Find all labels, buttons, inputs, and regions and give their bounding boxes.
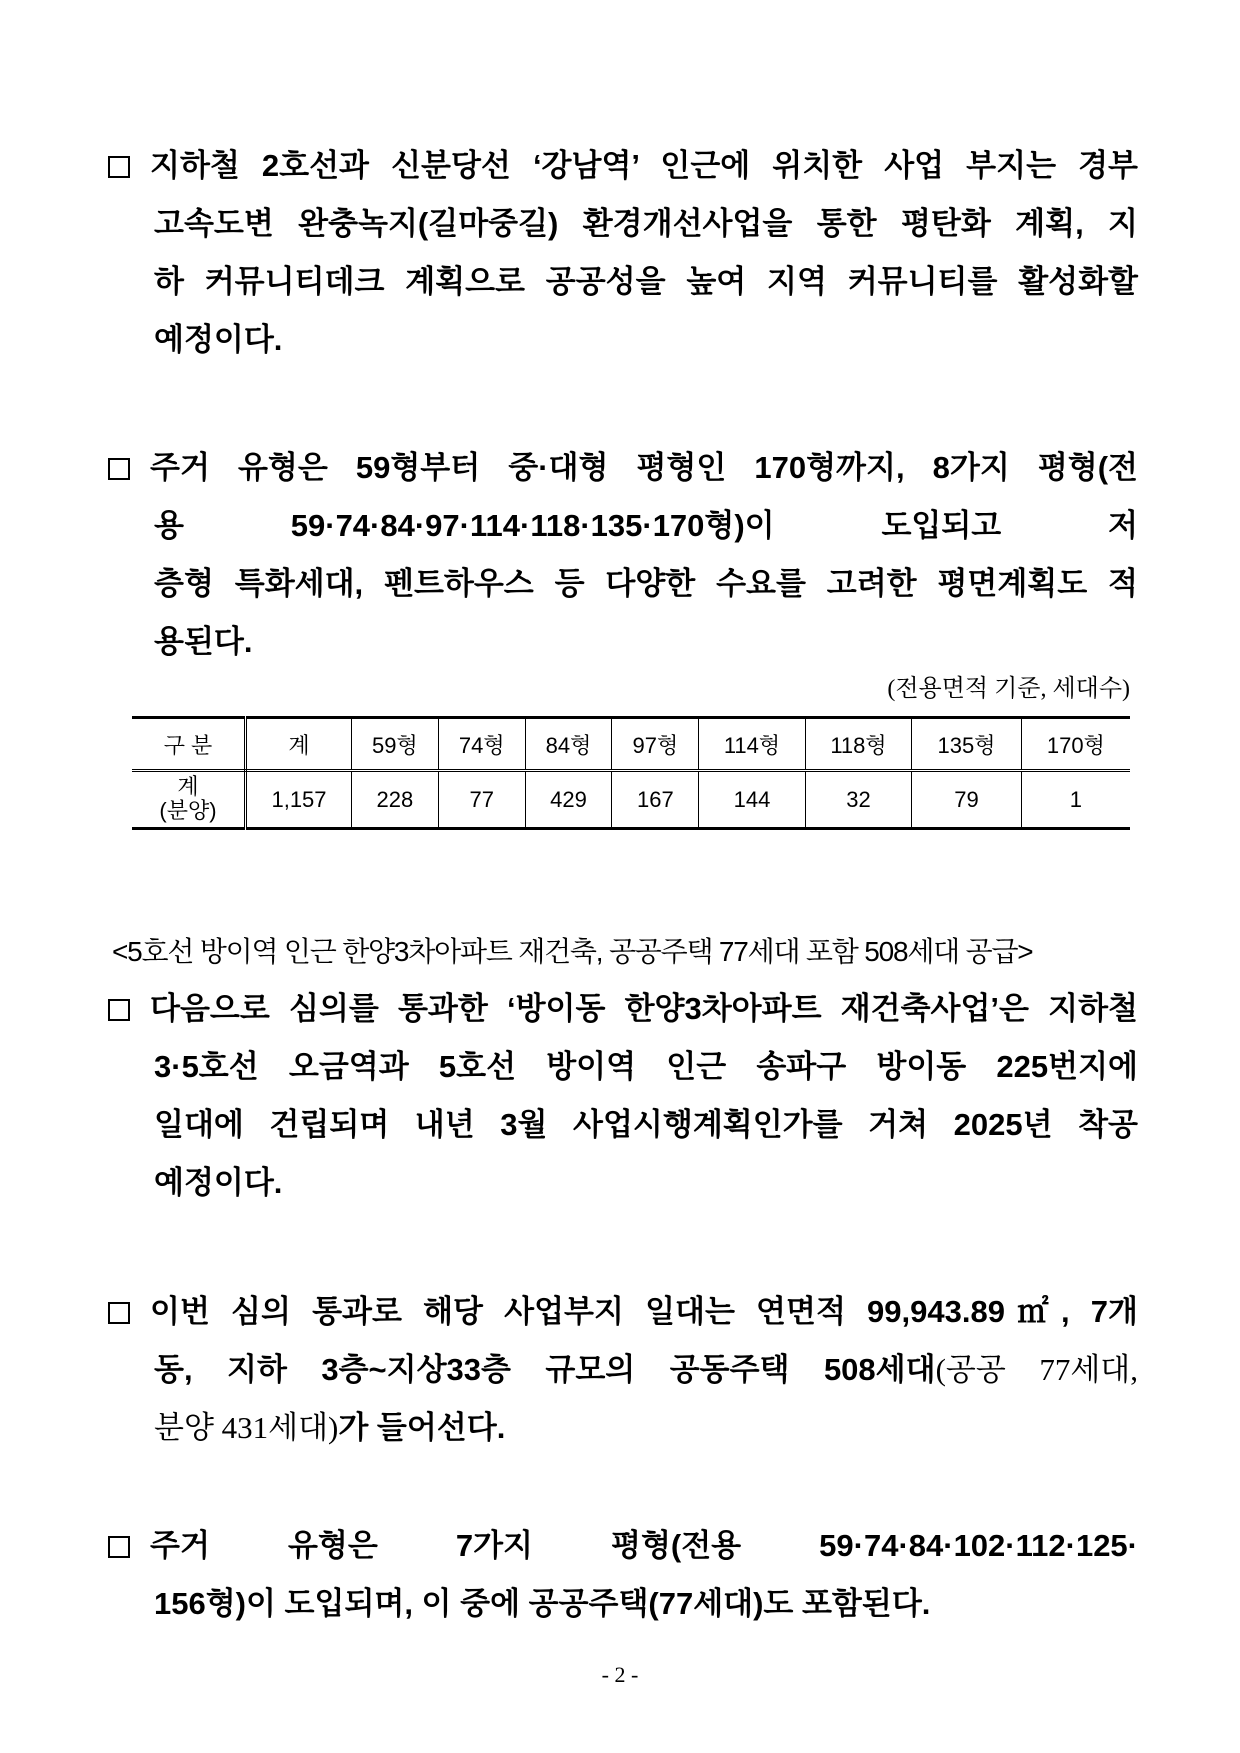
paragraph-line: 용된다. (154, 624, 253, 659)
table-row (132, 771, 1130, 829)
table-header-cell: 구 분 (132, 718, 246, 771)
table-unit-note: (전용면적 기준, 세대수) (887, 676, 1130, 702)
paragraph-line: 예정이다. (154, 1165, 283, 1200)
table-header-row (132, 718, 1130, 771)
paragraph-line: 156형)이 도입되며, 이 중에 공공주택(77세대)도 포함된다. (154, 1586, 931, 1621)
table-cell: 167 (612, 771, 699, 829)
paragraph-line: 다음으로 심의를 통과한 ‘방이동 한양3차아파트 재건축사업’은 지하철 (108, 983, 1138, 1035)
paragraph-line: 주거 유형은 7가지 평형(전용 59·74·84·102·112·125· (108, 1520, 1138, 1572)
checkbox-bullet-icon (108, 1536, 130, 1558)
paragraph-line: 예정이다. (154, 322, 283, 357)
checkbox-bullet-icon (108, 458, 130, 480)
table-cell: 144 (699, 771, 806, 829)
paragraph-line: 일대에 건립되며 내년 3월 사업시행계획인가를 거쳐 2025년 착공 (154, 1107, 1138, 1142)
page-number: - 2 - (601, 1662, 639, 1687)
table-header-cell: 170형 (1021, 718, 1130, 771)
paragraph-line: 지하철 2호선과 신분당선 ‘강남역’ 인근에 위치한 사업 부지는 경부 (108, 140, 1138, 192)
table-header-cell: 114형 (699, 718, 806, 771)
table-header-cell: 계 (246, 718, 352, 771)
table-cell: 1 (1021, 771, 1130, 829)
paragraph-line: 하 커뮤니티데크 계획으로 공공성을 높여 지역 커뮤니티를 활성화할 (154, 264, 1138, 299)
table-cell: 228 (352, 771, 439, 829)
section-subheading: <5호선 방이역 인근 한양3차아파트 재건축, 공공주택 77세대 포함 508세대 공급> (112, 936, 1033, 967)
table-header-cell: 97형 (612, 718, 699, 771)
table-header-cell: 59형 (352, 718, 439, 771)
table-header-cell: 118형 (805, 718, 912, 771)
paragraph-line: 3·5호선 오금역과 5호선 방이역 인근 송파구 방이동 225번지에 (154, 1049, 1138, 1084)
paragraph-line: 용 59·74·84·97·114·118·135·170형)이 도입되고 저 (154, 508, 1138, 543)
checkbox-bullet-icon (108, 156, 130, 178)
paragraph-line: 이번 심의 통과로 해당 사업부지 일대는 연면적 99,943.89㎡, 7개 (108, 1286, 1138, 1338)
table-row-label: 계 (분양) (132, 771, 246, 829)
table-header-cell: 84형 (525, 718, 612, 771)
unit-type-table (132, 716, 1130, 830)
paragraph-line: 동, 지하 3층~지상33층 규모의 공동주택 508세대(공공 77세대, (154, 1352, 1139, 1387)
paragraph-line: 주거 유형은 59형부터 중·대형 평형인 170형까지, 8가지 평형(전 (108, 442, 1138, 494)
paragraph-line: 고속도변 완충녹지(길마중길) 환경개선사업을 통한 평탄화 계획, 지 (154, 206, 1138, 241)
table-cell: 429 (525, 771, 612, 829)
table-cell: 77 (438, 771, 525, 829)
checkbox-bullet-icon (108, 1302, 130, 1324)
table-cell: 32 (805, 771, 912, 829)
checkbox-bullet-icon (108, 999, 130, 1021)
table-header-cell: 135형 (912, 718, 1022, 771)
table-cell: 1,157 (246, 771, 352, 829)
paragraph-line: 층형 특화세대, 펜트하우스 등 다양한 수요를 고려한 평면계획도 적 (154, 566, 1138, 601)
table-cell: 79 (912, 771, 1022, 829)
paragraph-line: 분양 431세대)가 들어선다. (154, 1410, 506, 1445)
table-header-cell: 74형 (438, 718, 525, 771)
